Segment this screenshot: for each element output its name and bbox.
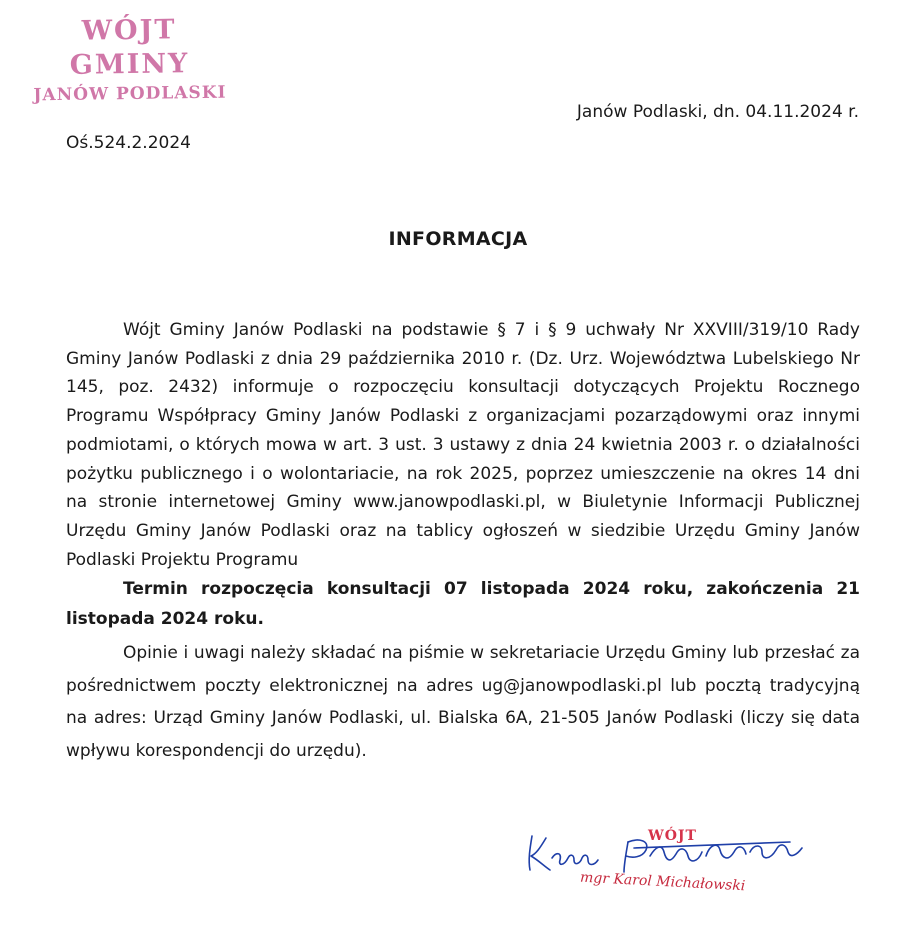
stamp-line-2: JANÓW PODLASKI (33, 82, 227, 106)
stamp-line-1: WÓJT GMINY (69, 14, 190, 81)
handwritten-signature (510, 808, 810, 918)
document-title: INFORMACJA (388, 228, 528, 250)
official-title-stamp: WÓJT (648, 828, 697, 844)
office-stamp (21, 13, 237, 108)
paragraph-consultation-term: Termin rozpoczęcia konsultacji 07 listopada 2024 roku, zakończenia 21 listopada 2024 roku. (66, 579, 860, 630)
document-body (66, 316, 860, 767)
place-and-date: Janów Podlaski, dn. 04.11.2024 r. (576, 102, 859, 122)
reference-number: Oś.524.2.2024 (66, 133, 191, 153)
signature-block (510, 808, 810, 918)
paragraph-opinions: Opinie i uwagi należy składać na piśmie w sekretariacie Urzędu Gminy lub przesłać za pośrednictwem poczty elektronicznej na adres ug@janowpodlaski.pl lub pocztą tradycyjną na adres: Urząd Gminy Janów Podlaski, ul. Bialska 6A, 21-505 Janów Podlaski (liczy się data wpływu korespondencji do urzędu). (66, 643, 860, 761)
paragraph-main: Wójt Gminy Janów Podlaski na podstawie § 7 i § 9 uchwały Nr XXVIII/319/10 Rady Gminy Janów Podlaski z dnia 29 października 2010 r. (Dz. Urz. Województwa Lubelskiego Nr 145, poz. 2432) informuje o rozpoczęciu konsultacji dotyczących Projektu Rocznego Programu Współpracy Gminy Janów Podlaski z organizacjami pozarządowymi oraz innymi podmiotami, o których mowa w art. 3 ust. 3 ustawy z dnia 24 kwietnia 2003 r. o działalności pożytku publicznego i o wolontariacie, na rok 2025, poprzez umieszczenie na okres 14 dni na stronie internetowej Gminy www.janowpodlaski.pl, w Biuletynie Informacji Publicznej Urzędu Gminy Janów Podlaski oraz na tablicy ogłoszeń w siedzibie Urzędu Gminy Janów Podlaski Projektu Programu (66, 320, 860, 570)
official-name-stamp: mgr Karol Michałowski (579, 869, 746, 895)
